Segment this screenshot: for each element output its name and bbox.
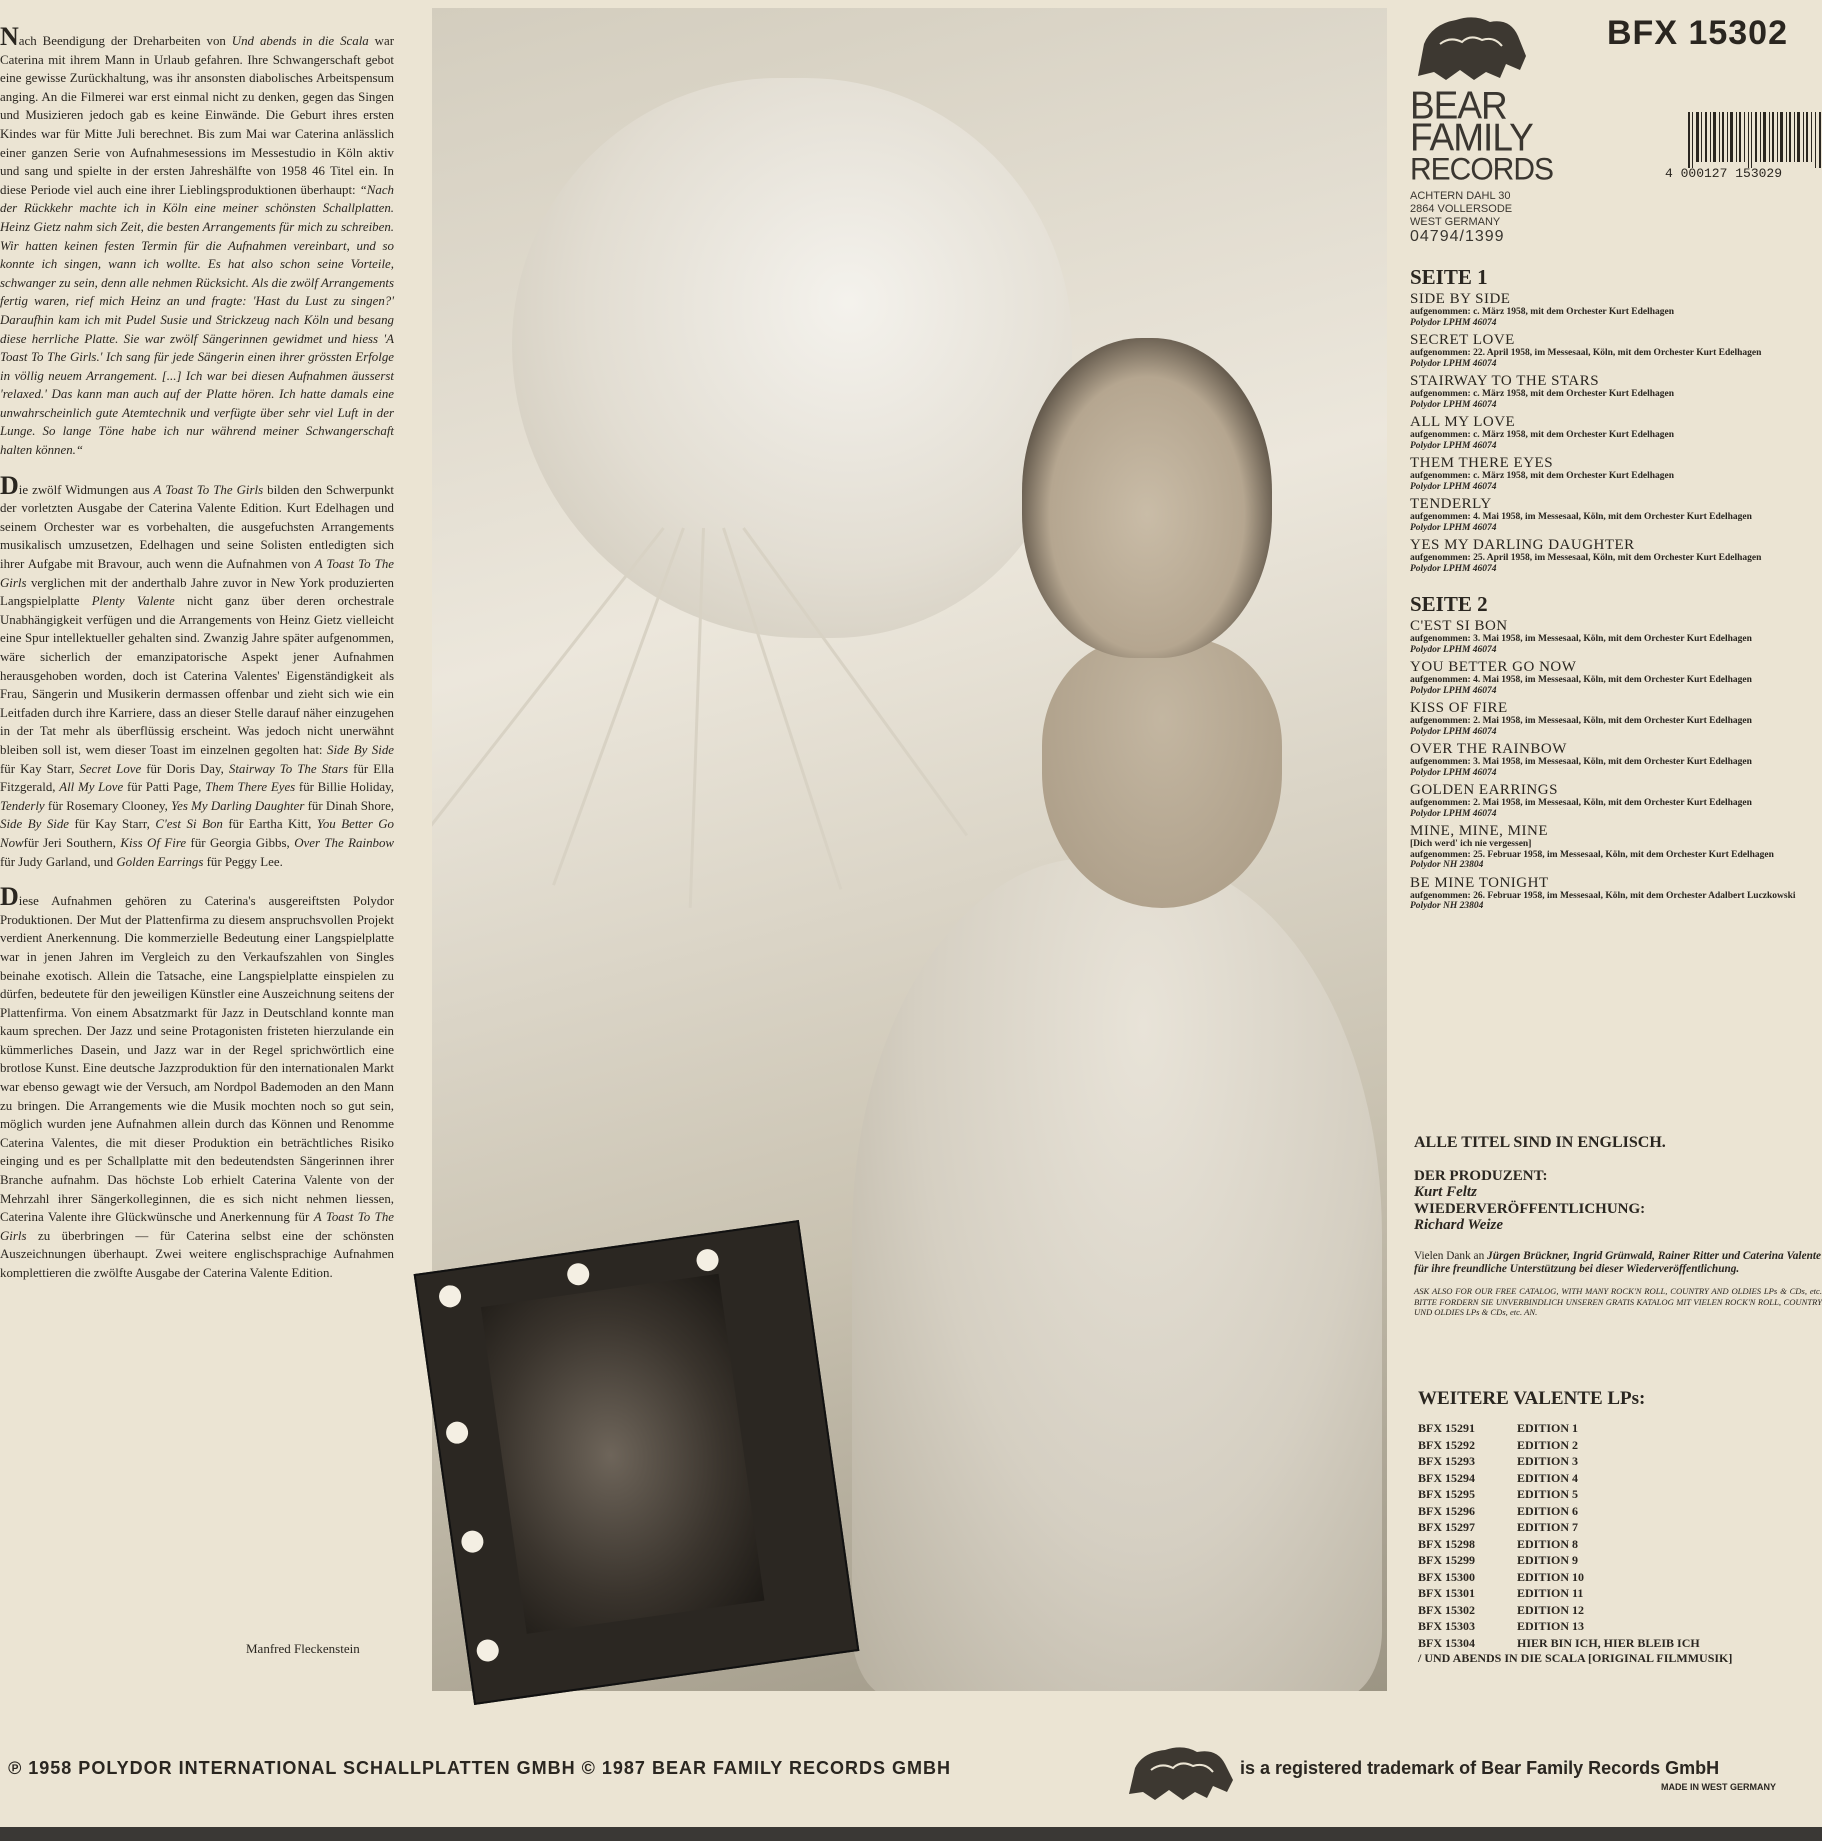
producer-name: Kurt Feltz [1414,1184,1477,1200]
track-catalog: Polydor NH 23804 [1410,860,1484,870]
track-item [1410,374,1820,410]
lp-edition: EDITION 11 [1517,1586,1584,1600]
lp-number: BFX 15298 [1418,1536,1475,1551]
lp-edition: EDITION 2 [1517,1437,1579,1452]
language-note: ALLE TITEL SIND IN ENGLISCH. [1414,1134,1666,1151]
lp-number: BFX 15304 [1418,1635,1475,1650]
track-catalog: Polydor LPHM 46074 [1410,440,1497,451]
label-address: ACHTERN DAHL 30 2864 VOLLERSODE WEST GERMANY [1410,190,1513,228]
track-catalog: Polydor LPHM 46074 [1410,563,1497,574]
lp-row [1418,1635,1822,1652]
more-lps-title: WEITERE VALENTE LPs: [1418,1388,1646,1409]
label-brand: BEAR FAMILY RECORDS [1410,83,1554,187]
author-signature: Manfred Fleckenstein [246,1641,360,1656]
side-1-tracks [1410,292,1820,574]
mirror-reflection [481,1274,765,1634]
trademark-line: is a registered trademark of Bear Family Records GmbH [1240,1758,1720,1778]
track-title: KISS OF FIRE [1410,700,1508,716]
mirror-bulb [445,1420,470,1445]
more-lps [1418,1388,1822,1665]
track-catalog: Polydor LPHM 46074 [1410,808,1497,819]
mirror-bulb [460,1529,485,1554]
lp-edition: EDITION 9 [1517,1553,1579,1567]
track-recording-info: aufgenommen: 4. Mai 1958, im Messesaal, Köln, mit dem Orchester Kurt Edelhagen [1410,675,1752,685]
lp-edition: EDITION 4 [1517,1470,1579,1485]
track-recording-info: aufgenommen: c. März 1958, mit dem Orchester Kurt Edelhagen [1410,389,1675,399]
lp-number: BFX 15299 [1418,1553,1475,1567]
lp-number: BFX 15295 [1418,1487,1475,1501]
lp-edition: EDITION 6 [1517,1503,1579,1518]
track-recording-info: aufgenommen: 22. April 1958, im Messesaal, Köln, mit dem Orchester Kurt Edelhagen [1410,348,1762,358]
track-title: BE MINE TONIGHT [1410,874,1549,891]
track-catalog: Polydor LPHM 46074 [1410,358,1497,369]
lp-row [1418,1602,1822,1619]
track-recording-info: aufgenommen: 4. Mai 1958, im Messesaal, Köln, mit dem Orchester Kurt Edelhagen [1410,512,1752,522]
lp-edition: EDITION 8 [1517,1536,1579,1551]
track-title: GOLDEN EARRINGS [1410,782,1558,798]
liner-paragraph-2: Die zwölf Widmungen aus A Toast To The Girls bilden den Schwerpunkt der vorletzten Ausgabe der Caterina Valente Edition. Kurt Edelhagen und seinem Orchester war es vorbehalten, die ausgefuchsten Arrangements musikalisch umzusetzen, Edelhagen und seine Solisten entledigten sich ihrer Aufgabe mit Bravour, auch wenn die Aufnahmen von A Toast To The Girls verglichen mit der anderthalb Jahre zuvor in New York produzierten Langspielplatte Plenty Valente nicht ganz über deren orchestrale Unabhängigkeit verfügen und die Arrangements von Heinz Gietz vielleicht eine Spur intellektueller gehalten sind. Zwanzig Jahre später aufgenommen, wäre sicherlich der emanzipatorische Aspekt jener Aufnahmen herausgehoben worden, doch ist Caterina Valentes' Eigenständigkeit als Frau, Sängerin und Musikerin dermassen offenbar und zieht sich wie ein Leitfaden durch ihre Karriere, dass an dieser Stelle darauf näher einzugehen in der Tat mehr als überflüssig erscheint. Was jedoch nicht unerwähnt bleiben soll ist, wem dieser Toast im einzelnen gegolten hat: Side By Side für Kay Starr, Secret Love für Doris Day, Stairway To The Stars für Ella Fitzgerald, All My Love für Patti Page, Them There Eyes für Billie Holiday, Tenderly für Rosemary Clooney, Yes My Darling Daughter für Dinah Shore, Side By Side für Kay Starr, C'est Si Bon für Eartha Kitt, You Better Go Nowfür Jeri Southern, Kiss Of Fire für Georgia Gibbs, Over The Rainbow für Judy Garland, und Golden Earrings für Peggy Lee. [0,470,395,869]
feather-fan [512,78,1072,638]
track-recording-info: aufgenommen: c. März 1958, mit dem Orchester Kurt Edelhagen [1410,430,1675,440]
liner-paragraph-3: Diese Aufnahmen gehören zu Caterina's ausgereiftsten Polydor Produktionen. Der Mut der Plattenfirma zu diesem anspruchsvollen Projekt verdient Anerkennung. Die kommerzielle Bedeutung einer Langspielplatte war in jenen Jahren im Vergleich zu den Verkaufszahlen von Singles beinahe exotisch. Allein die Tatsache, eine Langspielplatte einspielen zu dürfen, bedeutete für den jeweiligen Künstler eine Auszeichnung seitens der Plattenfirma. Von einem Absatzmarkt für Jazz in Deutschland konnte man kaum sprechen. Der Jazz und seine Protagonisten fristeten hierzulande ein kümmerliches Dasein, und Jazz war in der Regel sprichwörtlich eine brotlose Kunst. Eine deutsche Jazzproduktion für den internationalen Markt war ebenso gewagt wie der Versuch, am Nordpol Bademoden an den Mann zu bringen. Die Arrangements wie die Musik mochten noch so gut sein, möglich wurden jene Aufnahmen allein durch das Können und Renomme Caterina Valentes, die mit dieser Produktion ein beträchtliches Risiko einging und es per Schallplatte mit den bedeutendsten Sängerinnen ihrer Branche aufnahm. Das höchste Lob erhielt Caterina Valente von der Mehrzahl ihrer Sängerkolleginnen, die es sich nicht nehmen liessen, Caterina Valente ihre Glückwünsche und Anerkennung für A Toast To The Girls zu überbringen — für Caterina selbst eine der schönsten Auszeichnungen überhaupt. Zwei weitere englischsprachige Aufnahmen komplettieren die zwölfte Ausgabe der Caterina Valente Edition. [0,882,394,1280]
lp-row [1418,1486,1822,1503]
made-in: MADE IN WEST GERMANY [1661,1782,1777,1792]
lp-row [1418,1437,1822,1454]
bear-family-footer-logo [1123,1742,1238,1802]
track-item [1410,783,1820,819]
track-title: THEM THERE EYES [1410,455,1554,471]
catalog-number: BFX 15302 [1607,14,1788,52]
barcode [1688,112,1822,168]
track-item [1410,824,1820,871]
track-item [1410,292,1820,328]
label-phone: 04794/1399 [1410,228,1505,245]
side-2-title: SEITE 2 [1410,592,1488,616]
track-title: MINE, MINE, MINE [1410,823,1548,839]
barcode-number: 4 000127 153029 [1665,166,1783,181]
bottom-edge [0,1827,1822,1841]
track-title: OVER THE RAINBOW [1410,741,1567,757]
lace-dress [852,858,1382,1691]
liner-notes [0,22,395,1300]
lp-row [1418,1569,1822,1586]
lp-edition: EDITION 13 [1517,1619,1585,1633]
track-item [1410,742,1820,778]
lp-edition: EDITION 12 [1517,1602,1585,1617]
track-catalog: Polydor LPHM 46074 [1410,399,1497,410]
lp-edition: EDITION 10 [1517,1569,1585,1584]
track-title: ALL MY LOVE [1410,414,1516,430]
side-1-title: SEITE 1 [1410,265,1488,289]
reissue-name: Richard Weize [1414,1217,1504,1233]
track-recording-info: aufgenommen: 25. April 1958, im Messesaal, Köln, mit dem Orchester Kurt Edelhagen [1410,553,1762,563]
track-recording-info: aufgenommen: c. März 1958, mit dem Orchester Kurt Edelhagen [1410,307,1675,317]
lp-edition: EDITION 5 [1517,1487,1579,1501]
lp-row [1418,1552,1822,1569]
track-catalog: Polydor LPHM 46074 [1410,522,1497,533]
copyright-line: ℗ 1958 POLYDOR INTERNATIONAL SCHALLPLATTEN GMBH © 1987 BEAR FAMILY RECORDS GMBH [8,1758,951,1778]
lp-edition: EDITION 7 [1517,1520,1579,1534]
lp-row [1418,1585,1822,1602]
lp-extra-line: / UND ABENDS IN DIE SCALA [ORIGINAL FILMMUSIK] [1418,1651,1733,1665]
lp-number: BFX 15291 [1418,1421,1475,1435]
track-item [1410,701,1820,737]
bear-family-logo [1410,10,1530,86]
track-catalog: Polydor LPHM 46074 [1410,767,1497,778]
track-listing [1410,265,1820,917]
footer [0,1740,1822,1800]
track-item [1410,876,1820,912]
lp-number: BFX 15294 [1418,1470,1475,1485]
track-recording-info: aufgenommen: 3. Mai 1958, im Messesaal, Köln, mit dem Orchester Kurt Edelhagen [1410,634,1752,644]
track-title: SIDE BY SIDE [1410,291,1511,307]
lp-number: BFX 15300 [1418,1569,1475,1584]
lp-number: BFX 15302 [1418,1602,1475,1617]
track-item [1410,660,1820,696]
track-item [1410,619,1820,655]
shoulders [1042,638,1282,908]
mirror-bulb [566,1262,591,1287]
track-catalog: Polydor LPHM 46074 [1410,644,1497,655]
track-recording-info: aufgenommen: 26. Februar 1958, im Messesaal, Köln, mit dem Orchester Adalbert Luczkowski [1410,890,1796,901]
lp-edition: EDITION 1 [1517,1421,1579,1435]
mirror-bulb [695,1248,720,1273]
lp-edition: HIER BIN ICH, HIER BLEIB ICH [1517,1635,1700,1650]
lp-number: BFX 15292 [1418,1437,1475,1452]
lp-list [1418,1420,1822,1651]
track-item [1410,538,1820,574]
track-recording-info: aufgenommen: 3. Mai 1958, im Messesaal, Köln, mit dem Orchester Kurt Edelhagen [1410,757,1752,767]
lp-number: BFX 15303 [1418,1619,1475,1633]
lp-row [1418,1519,1822,1536]
lp-number: BFX 15293 [1418,1454,1475,1468]
smiling-face [1022,338,1272,658]
lp-row [1418,1470,1822,1487]
track-catalog: Polydor LPHM 46074 [1410,481,1497,492]
credits [1414,1134,1822,1318]
track-item [1410,456,1820,492]
thanks-note: Vielen Dank an Jürgen Brückner, Ingrid Grünwald, Rainer Ritter und Caterina Valente für ihre freundliche Unterstützung bei dieser Wiederveröffentlichung. [1414,1250,1822,1275]
track-title: YES MY DARLING DAUGHTER [1410,537,1635,553]
track-title: C'EST SI BON [1410,618,1508,634]
lp-number: BFX 15301 [1418,1586,1475,1600]
track-title: SECRET LOVE [1410,332,1515,348]
producer-heading: DER PRODUZENT: [1414,1168,1548,1184]
lp-row [1418,1503,1822,1520]
track-item [1410,497,1820,533]
track-catalog: Polydor LPHM 46074 [1410,726,1497,737]
mirror-bulb [475,1638,500,1663]
track-title: YOU BETTER GO NOW [1410,659,1577,675]
lp-row [1418,1536,1822,1553]
lp-edition: EDITION 3 [1517,1454,1579,1468]
track-item [1410,415,1820,451]
side-2-tracks [1410,619,1820,912]
track-title: TENDERLY [1410,496,1492,512]
catalog-request: ASK ALSO FOR OUR FREE CATALOG, WITH MANY ROCK'N ROLL, COUNTRY AND OLDIES LPs & CDs, etc. BITTE FORDERN SIE UNVERBINDLICH UNSEREN GRATIS KATALOG MIT VIELEN ROCK'N ROLL, COUNTRY UND OLDIES LPs & CDs, etc. AN. [1414,1286,1822,1317]
lp-row [1418,1453,1822,1470]
track-item [1410,333,1820,369]
liner-paragraph-1: Nach Beendigung der Dreharbeiten von Und abends in die Scala war Caterina mit ihrem Mann in Urlaub gefahren. Ihre Schwangerschaft gebot eine gewisse Zurückhaltung, was ihr ansonsten diabolisches Arbeitspensum anging. An die Filmerei war erst einmal nicht zu denken, gegen das Singen und Musizieren jedoch gab es keine Einwände. Die Geburt ihres ersten Kindes war für Mitte Juli berechnet. Bis zum Mai war Caterina anlässlich einer ganzen Serie von Aufnahmesessions im Messestudio in Köln aktiv und sang und spielte in der ersten Jahreshälfte von 1958 46 Titel ein. In diese Periode viel auch eine ihrer Lieblingsproduktionen überhaupt: “Nach der Rückkehr machte ich in Köln eine meiner schönsten Schallplatten. Heinz Gietz nahm sich Zeit, die besten Arrangements für mich zu schreiben. Wir hatten keinen festen Termin für die Aufnahmen vereinbart, und so konnte ich singen, wann ich wollte. Es hat also schon seine Vorteile, schwanger zu sein, denn alle nehmen Rücksicht. Als die zwölf Arrangements fertig waren, rief mich Heinz an und fragte: 'Hast du Lust zu singen?' Daraufhin kam ich mit Pudel Susie und Strickzeug nach Köln und besang diese herrliche Platte. Sie war zwölf Sängerinnen gewidmet und hiess 'A Toast To The Girls.' Ich sang für jede Sängerin einen ihrer grössten Erfolge in völlig neuem Arrangement. [...] Ich war bei diesen Aufnahmen äusserst 'relaxed.' Das kann man auch auf der Platte hören. Ich hatte damals eine unwahrscheinlich gute Atemtechnik und verfügte über sehr viel Luft in der Lunge. So lange Töne habe ich nur während meiner Schwangerschaft halten können.“ [0,22,395,458]
lp-row [1418,1618,1822,1635]
track-catalog: Polydor LPHM 46074 [1410,685,1497,696]
track-catalog: Polydor NH 23804 [1410,901,1484,911]
track-recording-info: aufgenommen: 2. Mai 1958, im Messesaal, Köln, mit dem Orchester Kurt Edelhagen [1410,716,1752,726]
track-recording-info: aufgenommen: c. März 1958, mit dem Orchester Kurt Edelhagen [1410,471,1675,481]
lp-number: BFX 15297 [1418,1520,1475,1534]
track-title: STAIRWAY TO THE STARS [1410,373,1600,389]
lp-row [1418,1420,1822,1437]
track-recording-info: aufgenommen: 2. Mai 1958, im Messesaal, Köln, mit dem Orchester Kurt Edelhagen [1410,798,1752,808]
lp-number: BFX 15296 [1418,1503,1475,1518]
track-recording-info: [Dich werd' ich nie vergessen] aufgenommen: 25. Februar 1958, im Messesaal, Köln, mit dem Orchester Kurt Edelhagen [1410,839,1774,860]
mirror-bulb [438,1284,463,1309]
track-catalog: Polydor LPHM 46074 [1410,317,1497,328]
inset-mirror-photo [414,1220,860,1705]
reissue-heading: WIEDERVERÖFFENTLICHUNG: [1414,1201,1646,1217]
